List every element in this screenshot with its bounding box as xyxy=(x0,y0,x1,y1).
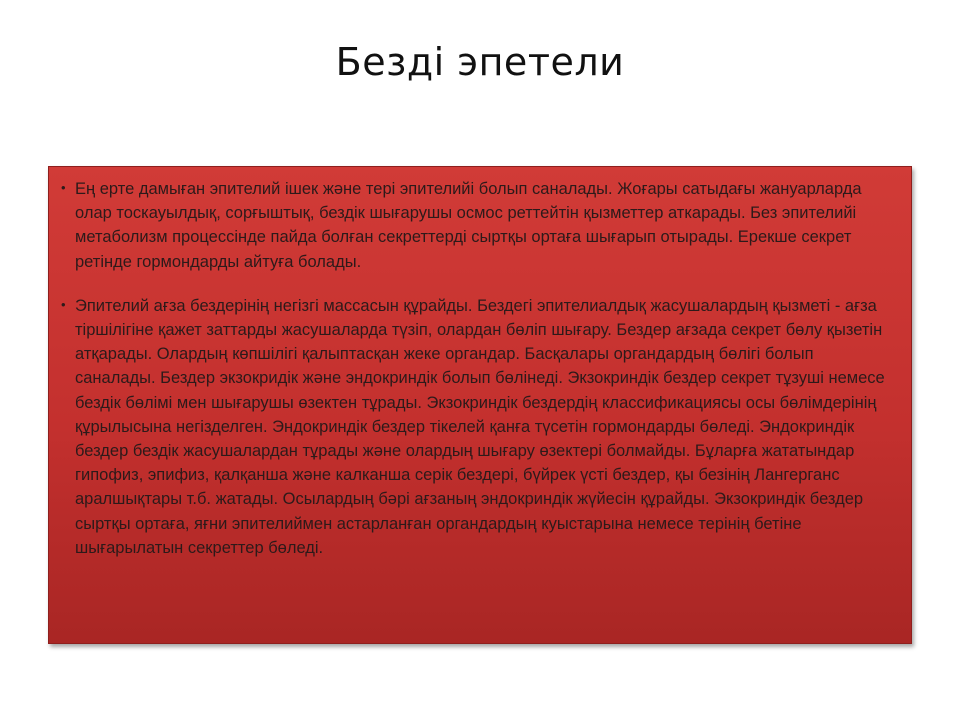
bullet-dot-icon: • xyxy=(61,296,66,312)
bullet-text: Ең ерте дамыған эпителий ішек және тері эпителийі болып саналады. Жоғары сатыдағы жануарларда олар тоскауылдық, сорғыштық, бездік шығарушы осмос реттейтін қызметтер аткарады. Без эпителийі метаболизм процессінде пайда болған секреттерді сыртқы ортаға шығарып отырады. Ерекше секрет ретінде гормондарды айтуға болады. xyxy=(75,180,862,271)
slide-title: Безді эпетели xyxy=(335,40,625,84)
content-box xyxy=(48,166,912,644)
bullet-text: Эпителий ағза бездерінің негізгі массасын құрайды. Бездегі эпителиалдық жасушалардың қызметі - ағза тіршілігіне қажет заттарды жасушаларда түзіп, олардан бөліп шығару. Бездер ағзада секрет бөлу қызетін атқарады. Олардың көпшілігі қалыптасқан жеке органдар. Басқалары органдардың бөлігі болып саналады. Бездер экзокридік және эндокриндік болып бөлінеді. Экзокриндік бездер секрет тұзуші немесе бездік бөлімі мен шығарушы өзектен тұрады. Экзокриндік бездердің классификациясы осы бөлімдерінің құрылысына негізделген. Эндокриндік бездер тікелей қанға түсетін гормондарды бөледі. Эндокриндік бездер бездік жасушалардан тұрады және олардың шығару өзектері болмайды. Бұларға жататындар гипофиз, эпифиз, қалқанша және калканша серік бездері, бүйрек үсті бездер, қы безінің Лангерганс аралшықтары т.б. жатады. Осылардың бәрі ағзаның эндокриндік жүйесін құрайды. Экзокриндік бездер сыртқы ортаға, яғни эпителиймен астарланған органдардың куыстарына немесе терінің бетіне шығарылатын секреттер бөледі. xyxy=(75,296,885,557)
bullet-list xyxy=(61,177,893,560)
bullet-item xyxy=(61,177,893,274)
bullet-dot-icon: • xyxy=(61,180,66,195)
bullet-item xyxy=(61,294,893,560)
